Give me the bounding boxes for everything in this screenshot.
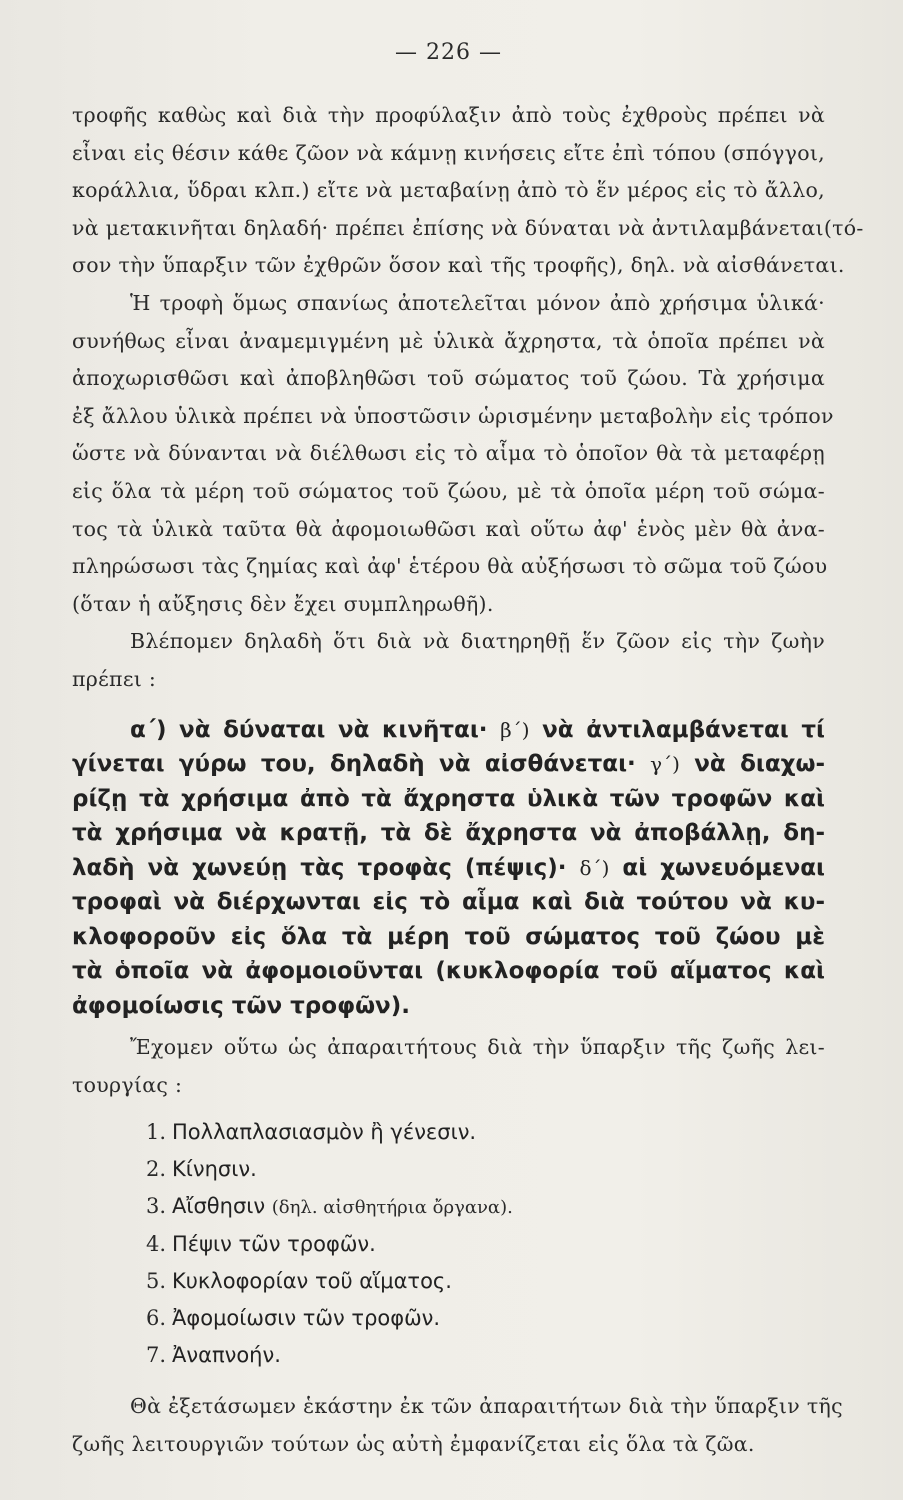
bold-line: τὰ ὁποῖα νὰ ἀφομοιοῦνται (κυκλοφορία τοῦ αἵματος καὶ [72,958,825,984]
bold-segment: αἱ χωνευόμεναι [622,854,826,881]
text-line: σον τὴν ὕπαρξιν τῶν ἐχθρῶν ὅσον καὶ τῆς τροφῆς), δηλ. νὰ αἰσθάνεται. [72,253,845,278]
bold-segment: α΄) νὰ δύναται νὰ κινῆται· [130,716,488,743]
text-line: Θὰ ἐξετάσωμεν ἑκάστην ἐκ τῶν ἀπαραιτήτων διὰ τὴν ὕπαρξιν τῆς [130,1394,843,1419]
list-number: 1. [146,1120,167,1145]
bold-line: ἀφομοίωσις τῶν τροφῶν). [72,992,410,1019]
text-line: Ἡ τροφὴ ὅμως σπανίως ἀποτελεῖται μόνον ἀπὸ χρήσιμα ὑλικά· [130,290,825,315]
list-number: 6. [146,1306,167,1331]
page-number: — 226 — [395,40,502,65]
list-item [146,1151,825,1188]
bold-segment: νὰ ἀντιλαμβάνεται τί [542,716,826,743]
text-line: νὰ μετακινῆται δηλαδή· πρέπει ἐπίσης νὰ δύναται νὰ ἀντιλαμβάνεται(τό- [72,215,864,240]
bold-line: τὰ χρήσιμα νὰ κρατῇ, τὰ δὲ ἄχρηστα νὰ ἀποβάλλῃ, δη- [72,820,825,846]
bold-line: ρίζῃ τὰ χρήσιμα ἀπὸ τὰ ἄχρηστα ὑλικὰ τῶν τροφῶν καὶ [72,785,825,812]
text-line: κοράλλια, ὕδραι κλπ.) εἴτε νὰ μεταβαίνῃ ἀπὸ τὸ ἕν μέρος εἰς τὸ ἄλλο, [72,178,825,203]
bold-segment: λαδὴ νὰ χωνεύῃ τὰς τροφὰς (πέψις)· [72,854,567,881]
paragraph-1 [72,97,864,285]
item-marker: γ΄) [650,752,680,776]
list-number: 5. [146,1269,167,1294]
text-line: Ἔχομεν οὕτω ὡς ἀπαραιτήτους διὰ τὴν ὕπαρξιν τῆς ζωῆς λει- [130,1035,825,1059]
list-item-name: Πέψιν τῶν τροφῶν. [172,1232,376,1257]
text-line: εἰς ὅλα τὰ μέρη τοῦ σώματος τοῦ ζώου, μὲ τὰ ὁποῖα μέρη τοῦ σώμα- [72,478,825,503]
paragraph-4 [72,1029,825,1104]
bold-segment: γίνεται γύρω του, δηλαδὴ νὰ αἰσθάνεται· [72,751,636,777]
list-item [146,1300,825,1337]
list-item [146,1263,825,1300]
paragraph-5 [72,1388,843,1463]
list-item [146,1226,825,1263]
list-item [146,1114,825,1151]
text-line: πρέπει : [72,666,157,691]
text-line: ζωῆς λειτουργιῶν τούτων ὡς αὐτὴ ἐμφανίζεται εἰς ὅλα τὰ ζῶα. [72,1431,755,1456]
bold-line: κλοφοροῦν εἰς ὅλα τὰ μέρη τοῦ σώματος τοῦ ζώου μὲ [72,923,825,950]
list-number: 7. [146,1343,167,1368]
bold-line [72,747,825,782]
text-line: ἐξ ἄλλου ὑλικὰ πρέπει νὰ ὑποστῶσιν ὡρισμένην μεταβολὴν εἰς τρόπον [72,403,834,428]
list-number: 2. [146,1157,167,1182]
list-item-name: Κυκλοφορίαν τοῦ αἵματος. [172,1269,452,1294]
list-item-name: Ἀφομοίωσιν τῶν τροφῶν. [172,1306,441,1331]
item-marker: δ΄) [579,855,610,880]
list-item-name: Αἴσθησιν [172,1194,266,1219]
paragraph-2 [72,285,834,623]
item-marker: β΄) [500,717,530,742]
list-item-name: Κίνησιν. [172,1157,257,1182]
list-item-name: Πολλαπλασιασμὸν ἢ γένεσιν. [172,1120,477,1145]
bold-requirements-block [72,713,825,1024]
bold-line [72,851,825,886]
bold-segment: νὰ διαχω- [694,751,826,777]
text-line: εἶναι εἰς θέσιν κάθε ζῶον νὰ κάμνῃ κινήσεις εἴτε ἐπὶ τόπου (σπόγγοι, [72,140,825,165]
text-line: Βλέπομεν δηλαδὴ ὅτι διὰ νὰ διατηρηθῇ ἕν ζῶον εἰς τὴν ζωὴν [130,629,825,654]
bold-line: τροφαὶ νὰ διέρχωνται εἰς τὸ αἷμα καὶ διὰ τούτου νὰ κυ- [72,889,825,915]
list-item [146,1188,825,1226]
paragraph-3 [72,623,825,698]
bold-line [72,713,825,748]
text-line: συνήθως εἶναι ἀναμεμιγμένη μὲ ὑλικὰ ἄχρηστα, τὰ ὁποῖα πρέπει νὰ [72,328,825,353]
list-number: 3. [146,1194,167,1219]
text-line: πληρώσωσι τὰς ζημίας καὶ ἀφ' ἑτέρου θὰ αὐξήσωσι τὸ σῶμα τοῦ ζώου [72,554,828,579]
list-number: 4. [146,1232,167,1257]
text-line: ὥστε νὰ δύνανται νὰ διέλθωσι εἰς τὸ αἷμα τὸ ὁποῖον θὰ τὰ μεταφέρῃ [72,441,825,466]
text-line: τουργίας : [72,1072,183,1097]
text-line: τος τὰ ὑλικὰ ταῦτα θὰ ἀφομοιωθῶσι καὶ οὕτω ἀφ' ἑνὸς μὲν θὰ ἀνα- [72,516,825,541]
list-item-note: (δηλ. αἰσθητήρια ὄργανα). [271,1197,513,1219]
text-line: (ὅταν ἡ αὔξησις δὲν ἔχει συμπληρωθῆ). [72,591,494,616]
text-line: ἀποχωρισθῶσι καὶ ἀποβληθῶσι τοῦ σώματος τοῦ ζώου. Τὰ χρήσιμα [72,366,825,391]
functions-list [146,1114,825,1374]
text-line: τροφῆς καθὼς καὶ διὰ τὴν προφύλαξιν ἀπὸ τοὺς ἐχθροὺς πρέπει νὰ [72,103,825,127]
list-item [146,1337,825,1374]
list-item-name: Ἀναπνοήν. [172,1343,281,1368]
